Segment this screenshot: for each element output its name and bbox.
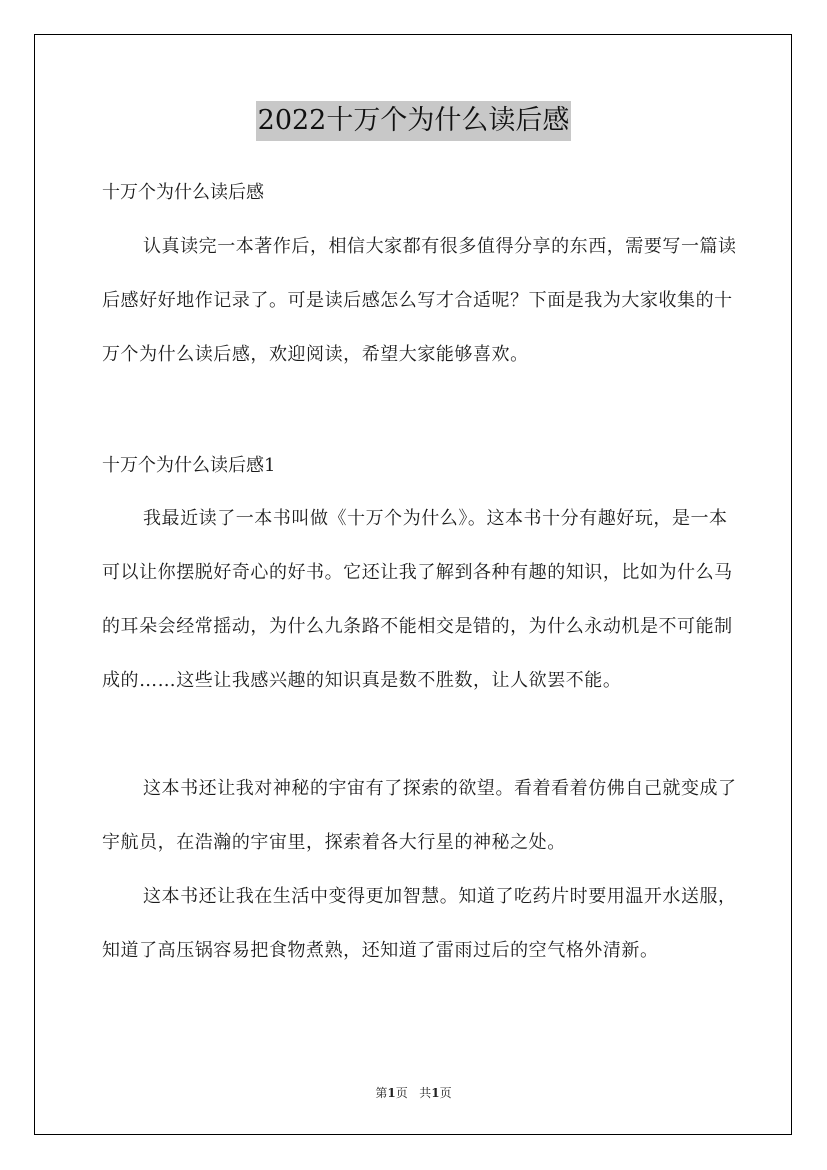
page-number: 1: [387, 1086, 396, 1100]
intro-paragraph: 认真读完一本著作后，相信大家都有很多值得分享的东西，需要写一篇读后感好好地作记录了。可是读后感怎么写才合适呢？下面是我为大家收集的十万个为什么读后感，欢迎阅读，希望大家能够喜欢。: [102, 236, 737, 365]
total-label-suffix: 页: [439, 1086, 452, 1100]
intro-heading: 十万个为什么读后感: [102, 182, 264, 203]
total-pages: 1: [431, 1086, 440, 1100]
body-paragraph-2: 这本书还让我对神秘的宇宙有了探索的欲望。看着看着仿佛自己就变成了宇航员，在浩瀚的宇宙里，探索着各大行星的神秘之处。: [102, 778, 737, 853]
page-label-suffix: 页: [395, 1086, 408, 1100]
section-heading: 十万个为什么读后感1: [102, 455, 276, 476]
title-container: [102, 101, 725, 141]
document-title: 2022十万个为什么读后感: [256, 101, 572, 141]
body-paragraph-3: 这本书还让我在生活中变得更加智慧。知道了吃药片时要用温开水送服，知道了高压锅容易把食物煮熟，还知道了雷雨过后的空气格外清新。: [102, 886, 737, 961]
page-footer: [0, 1084, 827, 1101]
page-label-prefix: 第: [375, 1086, 388, 1100]
body-paragraph-1: 我最近读了一本书叫做《十万个为什么》。这本书十分有趣好玩，是一本可以让你摆脱好奇心的好书。它还让我了解到各种有趣的知识，比如为什么马的耳朵会经常摇动，为什么九条路不能相交是错的，为什么永动机是不可能制成的……这些让我感兴趣的知识真是数不胜数，让人欲罢不能。: [102, 508, 733, 691]
total-label-prefix: 共: [419, 1086, 432, 1100]
